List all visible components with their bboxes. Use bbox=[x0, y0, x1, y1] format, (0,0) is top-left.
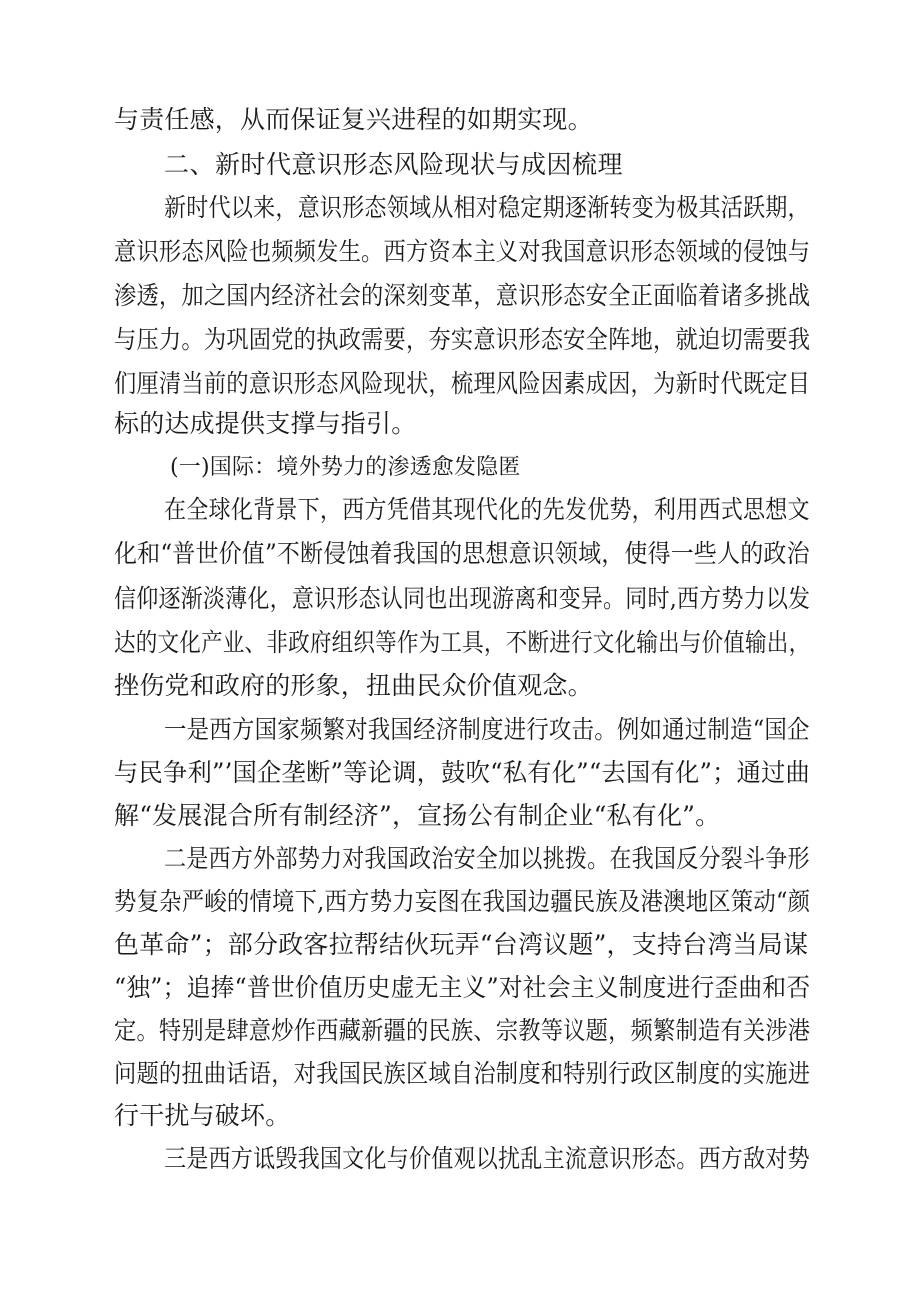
paragraph-line: 色革命”；部分政客拉帮结伙玩弄“台湾议题”，支持台湾当局谋 bbox=[114, 930, 809, 959]
paragraph-line: 挫伤党和政府的形象，扭曲民众价值观念。 bbox=[114, 671, 593, 700]
section-heading: 二、新时代意识形态风险现状与成因梳理 bbox=[164, 150, 624, 179]
paragraph-line: 信仰逐渐淡薄化，意识形态认同也出现游离和变异。同时,西方势力以发 bbox=[114, 584, 811, 613]
paragraph-line: “独”；追捧“普世价值历史虚无主义”对社会主义制度进行歪曲和否 bbox=[114, 973, 811, 1002]
subsection-heading: (一)国际：境外势力的渗透愈发隐匿 bbox=[170, 455, 521, 480]
paragraph-line: 与责任感，从而保证复兴进程的如期实现。 bbox=[114, 105, 593, 134]
paragraph-line: 与压力。为巩固党的执政需要，夯实意识形态安全阵地，就迫切需要我 bbox=[114, 325, 811, 354]
paragraph-line: 问题的扭曲话语，对我国民族区域自治制度和特别行政区制度的实施进 bbox=[114, 1059, 811, 1088]
paragraph-line: 达的文化产业、非政府组织等作为工具，不断进行文化输出与价值输出， bbox=[114, 628, 811, 657]
paragraph-line: 渗透，加之国内经济社会的深刻变革，意识形态安全正面临着诸多挑战 bbox=[114, 281, 811, 310]
paragraph-line: 化和“普世价值”不断侵蚀着我国的思想意识领域，使得一些人的政治 bbox=[114, 539, 810, 568]
paragraph-line: 二是西方外部势力对我国政治安全加以挑拨。在我国反分裂斗争形 bbox=[164, 844, 810, 873]
paragraph-line: 定。特别是肆意炒作西藏新疆的民族、宗教等议题，频繁制造有关涉港 bbox=[114, 1016, 811, 1045]
paragraph-line: 势复杂严峻的情境下,西方势力妄图在我国边疆民族及港澳地区策动“颜 bbox=[114, 887, 811, 916]
paragraph-line: 新时代以来，意识形态领域从相对稳定期逐渐转变为极其活跃期， bbox=[164, 193, 810, 222]
paragraph-line: 们厘清当前的意识形态风险现状，梳理风险因素成因，为新时代既定目 bbox=[114, 369, 811, 398]
paragraph-line: 在全球化背景下，西方凭借其现代化的先发优势，利用西式思想文 bbox=[164, 495, 810, 524]
paragraph-line: 三是西方诋毁我国文化与价值观以扰乱主流意识形态。西方敌对势 bbox=[164, 1144, 810, 1173]
paragraph-line: 与民争利”’国企垄断”等论调，鼓吹“私有化”“去国有化”；通过曲 bbox=[114, 758, 811, 787]
paragraph-line: 行干扰与破坏。 bbox=[114, 1101, 291, 1130]
paragraph-line: 一是西方国家频繁对我国经济制度进行攻击。例如通过制造“国企 bbox=[164, 715, 810, 744]
paragraph-line: 解“发展混合所有制经济”，宣扬公有制企业“私有化”。 bbox=[114, 801, 721, 830]
paragraph-line: 标的达成提供支撑与指引。 bbox=[114, 409, 417, 438]
paragraph-line: 意识形态风险也频频发生。西方资本主义对我国意识形态领域的侵蚀与 bbox=[114, 237, 811, 266]
